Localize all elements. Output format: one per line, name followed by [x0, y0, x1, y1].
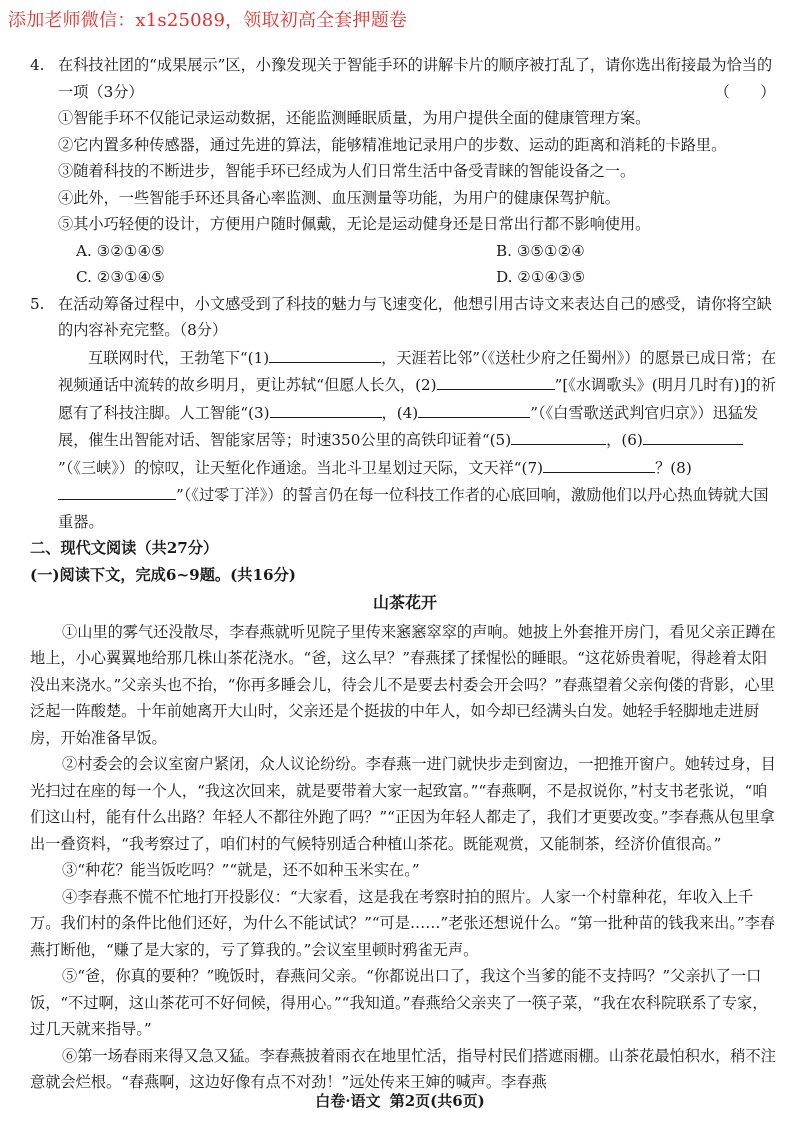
fill-in-passage: 互联网时代，王勃笔下“(1) ，天涯若比邻”（《送杜少府之任蜀州》）的愿景已成日常；在视频通话中流转的故乡明月，更让苏轼“但愿人长久，(2) ”[《水调歌头》(明月几时有)]的祈愿有了科技注脚。人工智能“(3) ，(4) ”（《白雪歌送武判官归京》）迅猛发展，催生出智能对话、智能家居等；时速350公里的高铁印证着“(5) ，(6)”（《三峡》）的惊叹，让天堑化作通途。当北斗卫星划过天际，文天祥“(7) ？(8)”（《过零丁洋》）的誓言仍在每一位科技工作者的心底回响，激励他们以丹心热血铸就大国重器。 [58, 344, 780, 536]
answer-blank[interactable]: （ ） [714, 82, 776, 101]
choice-c[interactable]: C. ②③①④⑤ [76, 268, 165, 286]
article-paragraph: ④李春燕不慌不忙地打开投影仪：“大家看，这是我在考察时拍的照片。人家一个村靠种花，年收入上千万。我们村的条件比他们还好，为什么不能试试？”“可是……”老张还想说什么。“第一批种苗的钱我来出。”李春燕打断他，“赚了是大家的，亏了算我的。”会议室里顿时鸦雀无声。 [30, 887, 776, 959]
page-footer [0, 1090, 800, 1111]
question-5 [30, 291, 780, 536]
choice-list [76, 238, 780, 291]
question-stem: 在活动筹备过程中，小文感受到了科技的魅力与飞速变化，他想引用古诗文来表达自己的感受，请你将空缺的内容补充完整。（8分） [58, 294, 772, 339]
article-title: 山茶花开 [372, 593, 437, 612]
section-title: 二、现代文阅读（共27分） [30, 539, 219, 557]
blank-1[interactable] [269, 344, 381, 363]
question-number: 5. [30, 294, 45, 313]
sentence-item: ②它内置多种传感器，通过先进的算法，能够精准地记录用户的步数、运动的距离和消耗的卡路里。 [58, 135, 727, 154]
article-paragraph: ③“种花？能当饭吃吗？”“就是，还不如种玉米实在。” [62, 861, 420, 879]
question-4 [30, 52, 780, 291]
article-paragraph: ⑤“爸，你真的要种？”晚饭时，春燕问父亲。“你都说出口了，我这个当爹的能不支持吗？”父亲扒了一口饭，“不过啊，这山茶花可不好伺候，得用心。”“我知道。”春燕给父亲夹了一筷子菜，“我在农科院联系了专家，过几天就来指导。” [30, 967, 768, 1038]
footer-page-number: 第2页(共6页) [389, 1092, 485, 1110]
choice-b[interactable]: B. ③⑤①②④ [496, 241, 585, 260]
article-paragraph: ①山里的雾气还没散尽，李春燕就听见院子里传来窸窸窣窣的声响。她披上外套推开房门，看见父亲正蹲在地上，小心翼翼地给那几株山茶花浇水。“爸，这么早？”春燕揉了揉惺忪的睡眼。“这花娇贵着呢，得趁着太阳没出来浇水。”父亲头也不抬，“你再多睡会儿，待会儿不是要去村委会开会吗？”春燕望着父亲佝偻的背影，心里泛起一阵酸楚。十年前她离开大山时，父亲还是个挺拔的中年人，如今却已经满头白发。她轻手轻脚地走进厨房，开始准备早饭。 [30, 622, 776, 747]
subsection-title: (一)阅读下文，完成6~9题。(共16分) [30, 565, 296, 584]
promo-banner: 添加老师微信：x1s25089，领取初高全套押题卷 [8, 10, 408, 31]
question-stem: 在科技社团的“成果展示”区，小豫发现关于智能手环的讲解卡片的顺序被打乱了，请你选出衔接最为恰当的一项（3分） [58, 56, 773, 101]
sentence-item: ⑤其小巧轻便的设计，方便用户随时佩戴，无论是运动健身还是日常出行都不影响使用。 [58, 215, 651, 233]
blank-8[interactable] [58, 481, 176, 500]
choice-a[interactable]: A. ③②①④⑤ [76, 241, 165, 260]
blank-4[interactable] [418, 399, 530, 418]
page-content [30, 52, 780, 1096]
blank-2[interactable] [437, 371, 555, 390]
blank-3[interactable] [270, 399, 382, 418]
choice-d[interactable]: D. ②①④③⑤ [496, 268, 586, 286]
sentence-item: ①智能手环不仅能记录运动数据，还能监测睡眠质量，为用户提供全面的健康管理方案。 [58, 109, 651, 127]
question-number: 4. [30, 56, 45, 74]
sentence-item: ③随着科技的不断进步，智能手环已经成为人们日常生活中备受青睐的智能设备之一。 [58, 162, 636, 180]
article-paragraph: ②村委会的会议室窗户紧闭，众人议论纷纷。李春燕一进门就快步走到窗边，一把推开窗户。她转过身，目光扫过在座的每一个人，“我这次回来，就是要带着大家一起致富。”“春燕啊，不是叔说你，”村支书老张说，“咱们这山村，能有什么出路？年轻人不都往外跑了吗？”“正因为年轻人都走了，我们才更要改变。”李春燕从包里拿出一叠资料，“我考察过了，咱们村的气候特别适合种植山茶花。既能观赏，又能制茶，经济价值很高。” [30, 755, 776, 853]
blank-6[interactable] [643, 426, 743, 445]
sentence-item: ④此外，一些智能手环还具备心率监测、血压测量等功能，为用户的健康保驾护航。 [58, 188, 620, 207]
blank-5[interactable] [511, 426, 606, 445]
blank-7[interactable] [543, 454, 655, 473]
footer-subject: 白卷·语文 [315, 1092, 381, 1110]
article-paragraph: ⑥第一场春雨来得又急又猛。李春燕披着雨衣在地里忙活，指导村民们搭遮雨棚。山茶花最怕积水，稍不注意就会烂根。“春燕啊，这边好像有点不对劲！”远处传来王婶的喊声。李春燕 [30, 1046, 776, 1091]
